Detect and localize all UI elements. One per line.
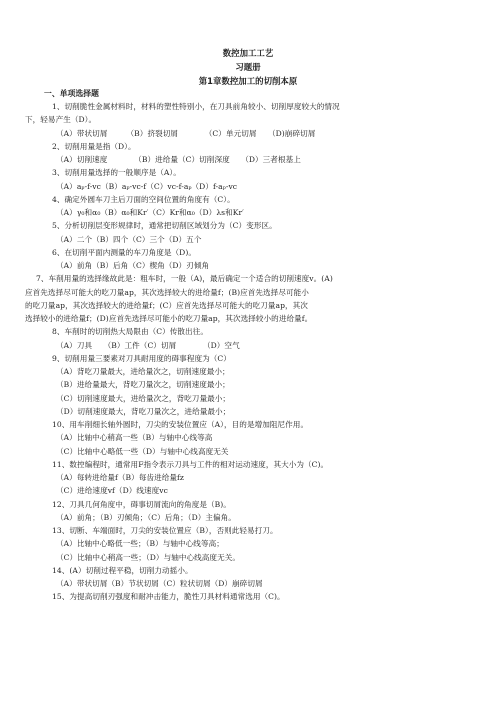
text-line: 下，轻易产生（D）。 bbox=[25, 115, 97, 125]
text-line: （A）二个（B）四个（C）三个（D）五个 bbox=[56, 234, 202, 244]
text-line: 14、(A）切削过程平稳，切削力动摇小。 bbox=[52, 565, 193, 575]
text-line: 10、用车削细长轴外圆时，刀尖的安装位置应（A），目的是增加阻尼作用。 bbox=[52, 420, 309, 429]
text-line: （C）进给速度vf（D）线速度vc bbox=[56, 486, 168, 496]
chapter-heading: 第1章数控加工的切削本原 bbox=[198, 76, 298, 86]
text-line: 12、刀具几何角度中，碍事切屑流向的角度是（B)。 bbox=[52, 499, 231, 509]
text-line: 2、切削用量是指（D）。 bbox=[52, 141, 136, 151]
text-line: 的吃刀量ap，其次选择较大的进给量f；(C）应首先选择尽可能大的吃刀量ap，其次 bbox=[25, 300, 308, 310]
text-line: 15、为提高切削刃强度和耐冲击能力，脆性刀具材料通常选用（C)。 bbox=[52, 592, 285, 602]
text-line: （C）切削速度最大，进给量次之，背吃刀量最小； bbox=[56, 393, 231, 403]
text-line: 9、切削用量三要素对刀具耐用度的碍事程度为（C） bbox=[52, 353, 231, 363]
text-line: （A）切削速度 （B）进给量（C）切削深度 （D）三者根基上 bbox=[56, 155, 301, 164]
section-heading: 一、单项选择题 bbox=[44, 89, 99, 98]
text-line: （C）比轴中心略低一些（D）与轴中心线高度无关 bbox=[56, 446, 229, 456]
text-line: 选择较小的进给量f；(D)应首先选择尽可能小的吃刀量ap，其次选择较小的进给量f。 bbox=[25, 314, 313, 323]
text-line: （A）前角；（B）刃倾角；（C）后角；（D）主偏角。 bbox=[56, 512, 236, 522]
document-subtitle: 习题册 bbox=[235, 62, 261, 72]
text-line: （A）γ₀和α₀（B）α₀和Kr′（C）Kr和α₀（D）λs和Kr′ bbox=[56, 208, 244, 217]
text-line: 5、分析切削层变形规律时，通常把切削区域划分为（C）变形区。 bbox=[52, 221, 277, 231]
text-line: （A）比轴中心稍高一些（B）与轴中心线等高 bbox=[56, 433, 213, 443]
text-line: （A）背吃刀量最大，进给量次之，切削速度最小； bbox=[56, 367, 230, 376]
text-line: （C）比轴中心稍高一些；（D）与轴中心线高度无关。 bbox=[56, 552, 241, 562]
text-line: （A）前角（B）后角（C）楔角（D）刃倾角 bbox=[56, 261, 210, 270]
text-line: （A）aₚ-f-vc（B）aₚ-vc-f（C）vc-f-aₚ（D）f-aₚ-vc bbox=[56, 181, 238, 191]
text-line: （A）带状切屑 （B）挤裂切屑 （C）单元切屑 （D)崩碎切屑 bbox=[56, 128, 316, 138]
text-line: 13、切断、车端面时，刀尖的安装位置应（B），否则此轻易打刀。 bbox=[52, 526, 278, 535]
text-line: （A）每转进给量f（B）每齿进给量fz bbox=[56, 473, 184, 482]
text-line: （A）带状切屑（B）节状切屑（C）粒状切屑（D）崩碎切屑 bbox=[56, 579, 263, 588]
document-title: 数控加工工艺 bbox=[222, 48, 274, 58]
text-line: （D）切削速度最大，背吃刀量次之，进给量最小； bbox=[56, 406, 231, 416]
text-line: 7、车削用量的选择缘故此是：粗车时，一般（A)，最后确定一个适合的切削速度v。(A) bbox=[36, 274, 333, 284]
text-line: （B）进给量最大，背吃刀量次之，切削速度最小； bbox=[56, 380, 230, 390]
text-line: 应首先选择尽可能大的吃刀量ap，其次选择较大的进给量f；(B)应首先选择尽可能小 bbox=[25, 287, 309, 297]
text-line: 11、数控编程时，通常用F指令表示刀具与工件的相对运动速度，其大小为（C)。 bbox=[52, 459, 329, 469]
text-line: 1、切削脆性金属材料时，材料的塑性特别小，在刀具前角较小、切削厚度较大的情况 bbox=[52, 102, 340, 111]
text-line: （A）刀具 （B）工件（C）切屑 （D）空气 bbox=[56, 340, 240, 350]
text-line: 8、车削时的切削热大局限由（C）传散出往。 bbox=[52, 327, 208, 337]
text-line: 3、切削用量选择的一般顺序是（A）。 bbox=[52, 168, 181, 178]
text-line: 6、在切削平面内测量的车刀角度是（D)。 bbox=[52, 247, 196, 257]
text-line: 4、确定外圆车刀主后刀面的空间位置的角度有（C）。 bbox=[52, 194, 235, 204]
text-line: （A）比轴中心略低一些；（B）与轴中心线等高； bbox=[56, 539, 224, 549]
